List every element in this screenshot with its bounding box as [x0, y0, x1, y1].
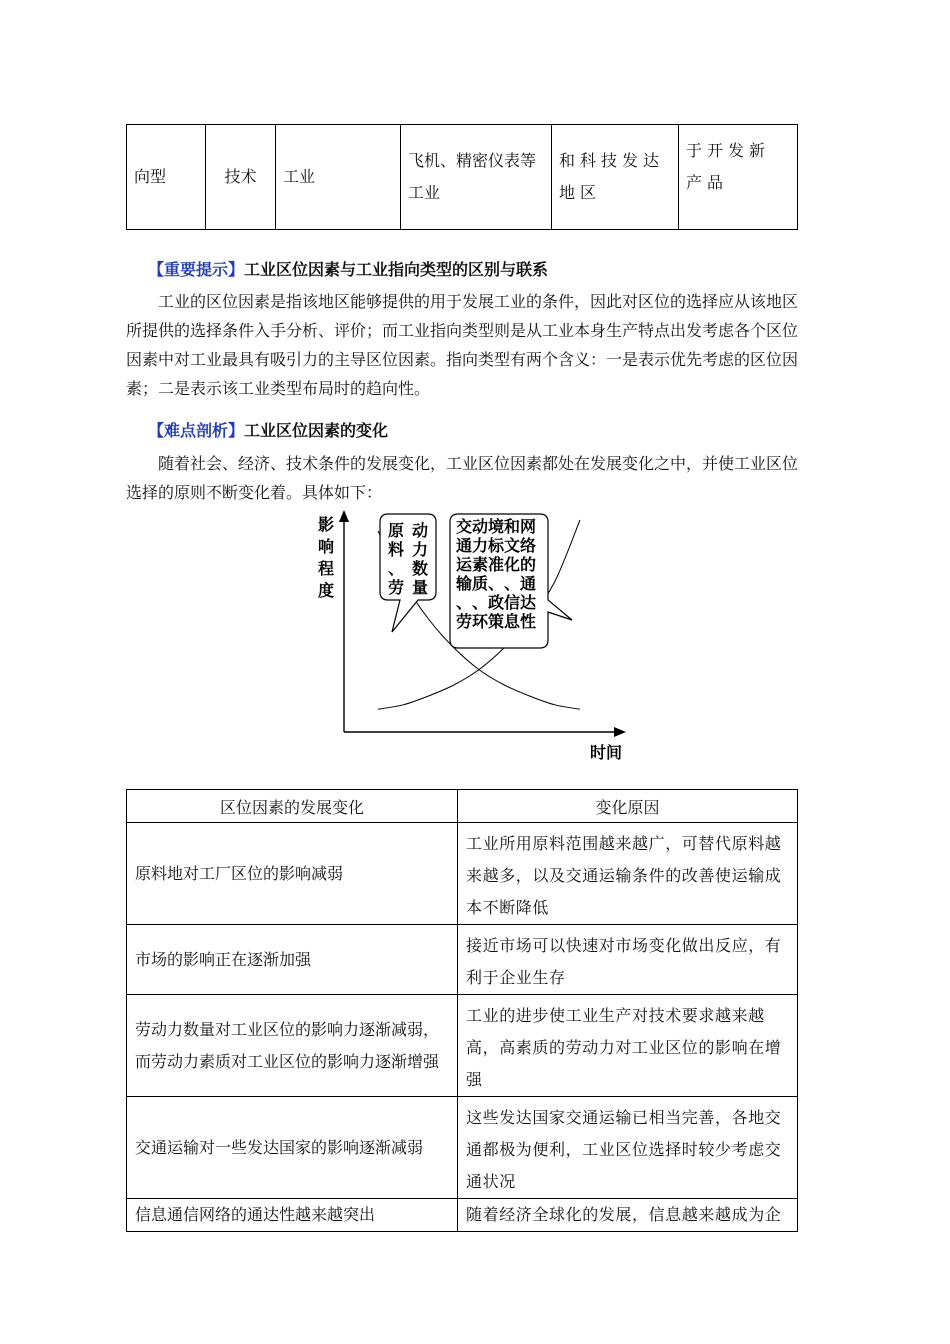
callout-char: 、: [504, 574, 521, 593]
tip-paragraph: 工业的区位因素是指该地区能够提供的用于发展工业的条件，因此对区位的选择应从该地区所提供的选择条件入手分析、评价；而工业指向类型则是从工业本身生产特点出发考虑各个区位因素中对工业最具有吸引力的主导区位因素。指向类型有两个含义：一是表示优先考虑的区位因素；二是表示该工业类型布局时的趋向性。: [126, 292, 799, 398]
callout-char: 政: [488, 593, 505, 612]
callout-char: 化: [504, 555, 521, 574]
factor-change-table: [126, 789, 798, 1232]
callout-char: 息: [504, 612, 521, 631]
callout-char: 文: [504, 536, 521, 555]
callout-char: 网: [520, 517, 537, 536]
table-row: [127, 1097, 798, 1199]
callout-char: 力: [472, 536, 489, 555]
callout-char: 交: [456, 517, 473, 536]
callout-char: 标: [488, 536, 505, 555]
callout-char: 质: [472, 574, 489, 593]
analysis-tag: 【难点剖析】: [148, 421, 245, 440]
callout-char: 环: [472, 612, 489, 631]
change-cell: 原料地对工厂区位的影响减弱: [127, 823, 458, 925]
callout-char: 输: [456, 574, 473, 593]
y-axis-label: [318, 515, 334, 600]
callout-char: 通: [520, 574, 537, 593]
change-cell: 劳动力数量对工业区位的影响力逐渐减弱，而劳动力素质对工业区位的影响力逐渐增强: [127, 995, 458, 1097]
callout-char: 、: [388, 559, 405, 578]
y-axis: [339, 510, 349, 732]
y-axis-label-char: 程: [318, 559, 335, 578]
callout-char: 和: [504, 517, 521, 536]
analysis-paragraph: 随着社会、经济、技术条件的发展变化，工业区位因素都处在发展变化之中，并使工业区位选择的原则不断变化着。具体如下：: [126, 454, 799, 502]
tip-tag: 【重要提示】: [148, 260, 245, 279]
table-cell: 飞机、精密仪表等工业: [401, 125, 552, 230]
table-cell: 向型: [127, 125, 206, 230]
y-axis-label-char: 影: [318, 515, 335, 534]
table-cell: 和科技发达地区: [552, 125, 679, 230]
y-axis-label-char: 度: [318, 581, 335, 600]
callout-char: 劳: [456, 612, 473, 631]
callout-char: 准: [488, 555, 505, 574]
table-cell: 于开发新产品: [679, 125, 798, 230]
callout-char: 达: [520, 593, 537, 612]
callout-char: 素: [472, 555, 489, 574]
callout-left: [380, 514, 436, 632]
callout-char: 原: [388, 521, 405, 540]
reason-cell: 工业所用原料范围越来越广，可替代原料越来越多，以及交通运输条件的改善使运输成本不断降低: [458, 823, 798, 925]
callout-char: 、: [456, 593, 473, 612]
callout-char: 通: [456, 536, 473, 555]
reason-cell: 接近市场可以快速对市场变化做出反应，有利于企业生存: [458, 925, 798, 995]
callout-char: 的: [520, 555, 537, 574]
column-header: 变化原因: [458, 790, 798, 823]
callout-char: 策: [488, 612, 505, 631]
callout-char: 、: [472, 593, 489, 612]
reason-cell: 随着经济全球化的发展，信息越来越成为企: [458, 1199, 798, 1232]
table-row: [127, 925, 798, 995]
table-row: [127, 125, 798, 230]
callout-char: 、: [488, 574, 505, 593]
table-cell: 技术: [206, 125, 276, 230]
x-axis-label: 时间: [590, 743, 623, 762]
callout-char: 信: [504, 593, 521, 612]
callout-char: 运: [456, 555, 473, 574]
tip-heading: [148, 257, 548, 280]
table-cell: 工业: [276, 125, 401, 230]
callout-char: 动: [412, 521, 429, 540]
y-axis-label-char: 响: [318, 537, 335, 556]
factor-change-chart: [300, 508, 640, 768]
callout-char: 性: [520, 612, 537, 631]
table-row: [127, 995, 798, 1097]
column-header: 区位因素的发展变化: [127, 790, 458, 823]
callout-char: 数: [412, 559, 429, 578]
top-table: [126, 124, 798, 230]
analysis-heading: [148, 418, 388, 441]
tip-title: 工业区位因素与工业指向类型的区别与联系: [244, 260, 549, 279]
analysis-title: 工业区位因素的变化: [244, 421, 389, 440]
table-row: [127, 823, 798, 925]
callout-char: 料: [388, 540, 405, 559]
table-header-row: [127, 790, 798, 823]
callout-char: 动: [472, 517, 489, 536]
change-cell: 信息通信网络的通达性越来越突出: [127, 1199, 458, 1232]
callout-char: 境: [488, 517, 505, 536]
callout-char: 络: [520, 536, 537, 555]
change-cell: 交通运输对一些发达国家的影响逐渐减弱: [127, 1097, 458, 1199]
callout-char: 劳: [388, 578, 405, 597]
callout-char: 力: [412, 540, 429, 559]
table-row: [127, 1199, 798, 1232]
callout-right: [450, 514, 572, 648]
change-cell: 市场的影响正在逐渐加强: [127, 925, 458, 995]
callout-char: 量: [412, 578, 429, 597]
x-axis: [344, 727, 626, 737]
callout-right-text: [455, 517, 536, 631]
reason-cell: 工业的进步使工业生产对技术要求越来越高，高素质的劳动力对工业区位的影响在增强: [458, 995, 798, 1097]
reason-cell: 这些发达国家交通运输已相当完善，各地交通都极为便利，工业区位选择时较少考虑交通状况: [458, 1097, 798, 1199]
